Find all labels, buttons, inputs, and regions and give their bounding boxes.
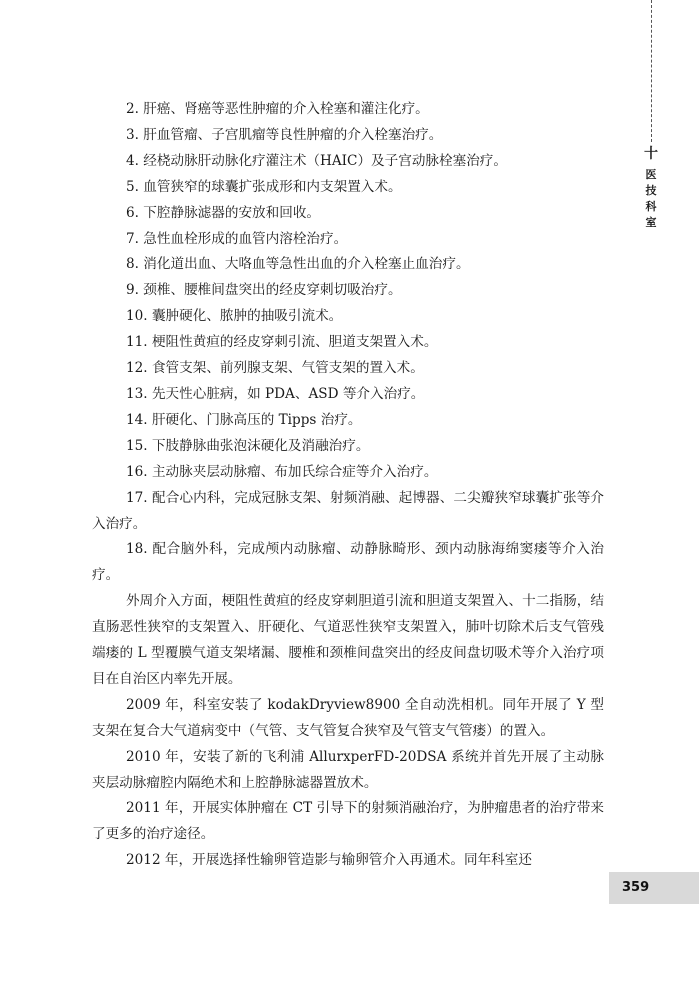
list-item: 4. 经桡动脉肝动脉化疗灌注术（HAIC）及子宫动脉栓塞治疗。 [126, 152, 507, 169]
list-item: 7. 急性血栓形成的血管内溶栓治疗。 [126, 230, 348, 247]
list-item: 11. 梗阻性黄疸的经皮穿刺引流、胆道支架置入术。 [126, 334, 438, 351]
list-item: 14. 肝硬化、门脉高压的 Tipps 治疗。 [126, 411, 362, 428]
chapter-title-char: 科 [645, 200, 657, 213]
list-item: 9. 颈椎、腰椎间盘突出的经皮穿刺切吸治疗。 [126, 282, 402, 299]
list-item: 17. 配合心内科，完成冠脉支架、射频消融、起博器、二尖瓣狭窄球囊扩张等介入治疗。 [92, 489, 604, 532]
paragraph: 外周介入方面，梗阻性黄疸的经皮穿刺胆道引流和胆道支架置入、十二指肠，结直肠恶性狭窄的支架置入、肝硬化、气道恶性狭窄支架置入，肺叶切除术后支气管残端瘘的 L 型覆膜气道支架堵漏、腰椎和颈椎间盘突出的经皮间盘切吸术等介入治疗项目在自治区内率先开展。 [92, 593, 604, 687]
chapter-title-char: 医 [645, 168, 657, 181]
chapter-title-char: 技 [645, 184, 657, 197]
chapter-title-char: 室 [645, 216, 657, 229]
chapter-number: 十 [644, 146, 658, 162]
list-item: 12. 食管支架、前列腺支架、气管支架的置入术。 [126, 360, 424, 377]
list-item: 5. 血管狭窄的球囊扩张成形和内支架置入术。 [126, 178, 402, 195]
list-item: 3. 肝血管瘤、子宫肌瘤等良性肿瘤的介入栓塞治疗。 [126, 126, 443, 143]
list-item: 10. 囊肿硬化、脓肿的抽吸引流术。 [126, 308, 343, 325]
list-item: 13. 先天性心脏病，如 PDA、ASD 等介入治疗。 [126, 385, 425, 402]
page-number: 359 [622, 880, 650, 895]
list-item: 18. 配合脑外科，完成颅内动脉瘤、动静脉畸形、颈内动脉海绵窦瘘等介入治疗。 [92, 541, 604, 584]
list-item: 15. 下肢静脉曲张泡沫硬化及消融治疗。 [126, 437, 370, 454]
list-item: 6. 下腔静脉滤器的安放和回收。 [126, 204, 321, 221]
list-item: 16. 主动脉夹层动脉瘤、布加氏综合症等介入治疗。 [126, 463, 438, 480]
list-item: 8. 消化道出血、大咯血等急性出血的介入栓塞止血治疗。 [126, 256, 470, 273]
paragraph: 2010 年，安装了新的飞利浦 AllurxperFD-20DSA 系统并首先开展了主动脉夹层动脉瘤腔内隔绝术和上腔静脉滤器置放术。 [92, 748, 604, 791]
margin-dashed-line [651, 0, 652, 142]
body-text [92, 97, 604, 874]
chapter-title [642, 167, 660, 231]
list-item: 2. 肝癌、肾癌等恶性肿瘤的介入栓塞和灌注化疗。 [126, 101, 429, 117]
paragraph: 2009 年，科室安装了 kodakDryview8900 全自动洗相机。同年开展了 Y 型支架在复合大气道病变中（气管、支气管复合狭窄及气管支气管瘘）的置入。 [92, 696, 604, 739]
paragraph: 2012 年，开展选择性输卵管造影与输卵管介入再通术。同年科室还 [126, 852, 532, 869]
paragraph: 2011 年，开展实体肿瘤在 CT 引导下的射频消融治疗，为肿瘤患者的治疗带来了更多的治疗途径。 [92, 800, 604, 843]
